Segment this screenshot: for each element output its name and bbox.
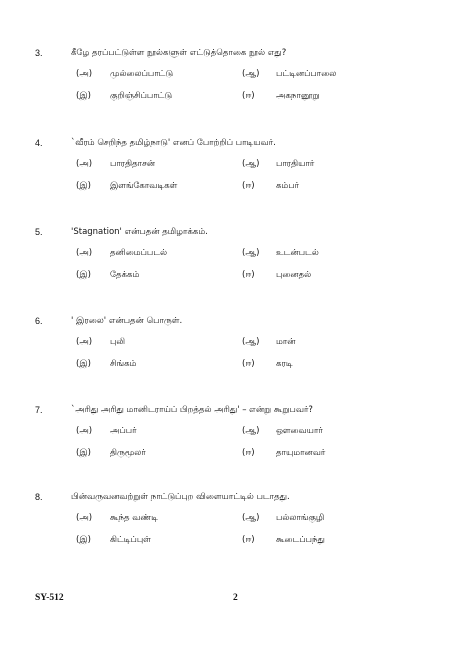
option-c: (இ) கிட்டிப்புள்	[76, 535, 151, 545]
option-a: (அ) அப்பர்	[76, 426, 137, 436]
page-number: 2	[233, 593, 238, 603]
question-number: 6.	[35, 316, 43, 326]
question-text: `அரிது அரிது மானிடராய்ப் பிறத்தல் அரிது' – என்று கூறுபவர்?	[71, 405, 313, 415]
option-a: (அ) தனிமைப்படல்	[76, 248, 168, 258]
option-a: (அ) கூந்த வண்டி	[76, 513, 158, 523]
paper-code: SY-512	[35, 593, 64, 603]
option-b: (ஆ) பாரதியார்	[242, 159, 315, 169]
option-c: (இ) சிங்கம்	[76, 359, 137, 369]
option-a: (அ) பாரதிதாசன்	[76, 159, 156, 169]
option-c: (இ) திருமூலர்	[76, 448, 146, 458]
option-d: (ஈ) கூடைப்பந்து	[242, 535, 325, 545]
option-b: (ஆ) ஔவையார்	[242, 426, 323, 436]
question-number: 3.	[35, 48, 43, 58]
question-number: 4.	[35, 138, 43, 148]
option-a: (அ) முல்லைப்பாட்டு	[76, 69, 174, 79]
question-text: 'Stagnation' என்பதன் தமிழாக்கம்.	[71, 227, 208, 237]
option-d: (ஈ) கம்பர்	[242, 181, 300, 191]
question-text: கீழே தரப்பட்டுள்ள நூல்களுள் எட்டுத்தொகை நூல் எது?	[71, 48, 287, 58]
option-a: (அ) புலி	[76, 337, 125, 347]
option-b: (ஆ) மான்	[242, 337, 296, 347]
question-number: 8.	[35, 492, 43, 502]
option-d: (ஈ) புனைதல்	[242, 270, 312, 280]
option-b: (ஆ) உடன்படல்	[242, 248, 319, 258]
option-d: (ஈ) தாயுமானவர்	[242, 448, 326, 458]
question-text: பின்வருவனவற்றுள் நாட்டுப்புற விளையாட்டில் படாதது.	[71, 492, 290, 502]
option-d: (ஈ) கரடி	[242, 359, 293, 369]
question-text: ' இரலை' என்பதன் பொருள்.	[71, 316, 183, 326]
option-c: (இ) தேக்கம்	[76, 270, 140, 280]
option-c: (இ) குறிஞ்சிப்பாட்டு	[76, 91, 173, 101]
option-b: (ஆ) பட்டினப்பாலை	[242, 69, 337, 79]
question-number: 7.	[35, 405, 43, 415]
option-b: (ஆ) பல்லாங்குழி	[242, 513, 325, 523]
question-text: `வீரம் செறிந்த தமிழ்நாடு' எனப் போற்றிப் பாடியவர்.	[71, 138, 276, 148]
option-c: (இ) இளங்கோவடிகள்	[76, 181, 178, 191]
question-number: 5.	[35, 227, 43, 237]
option-d: (ஈ) அகநானூறு	[242, 91, 320, 101]
